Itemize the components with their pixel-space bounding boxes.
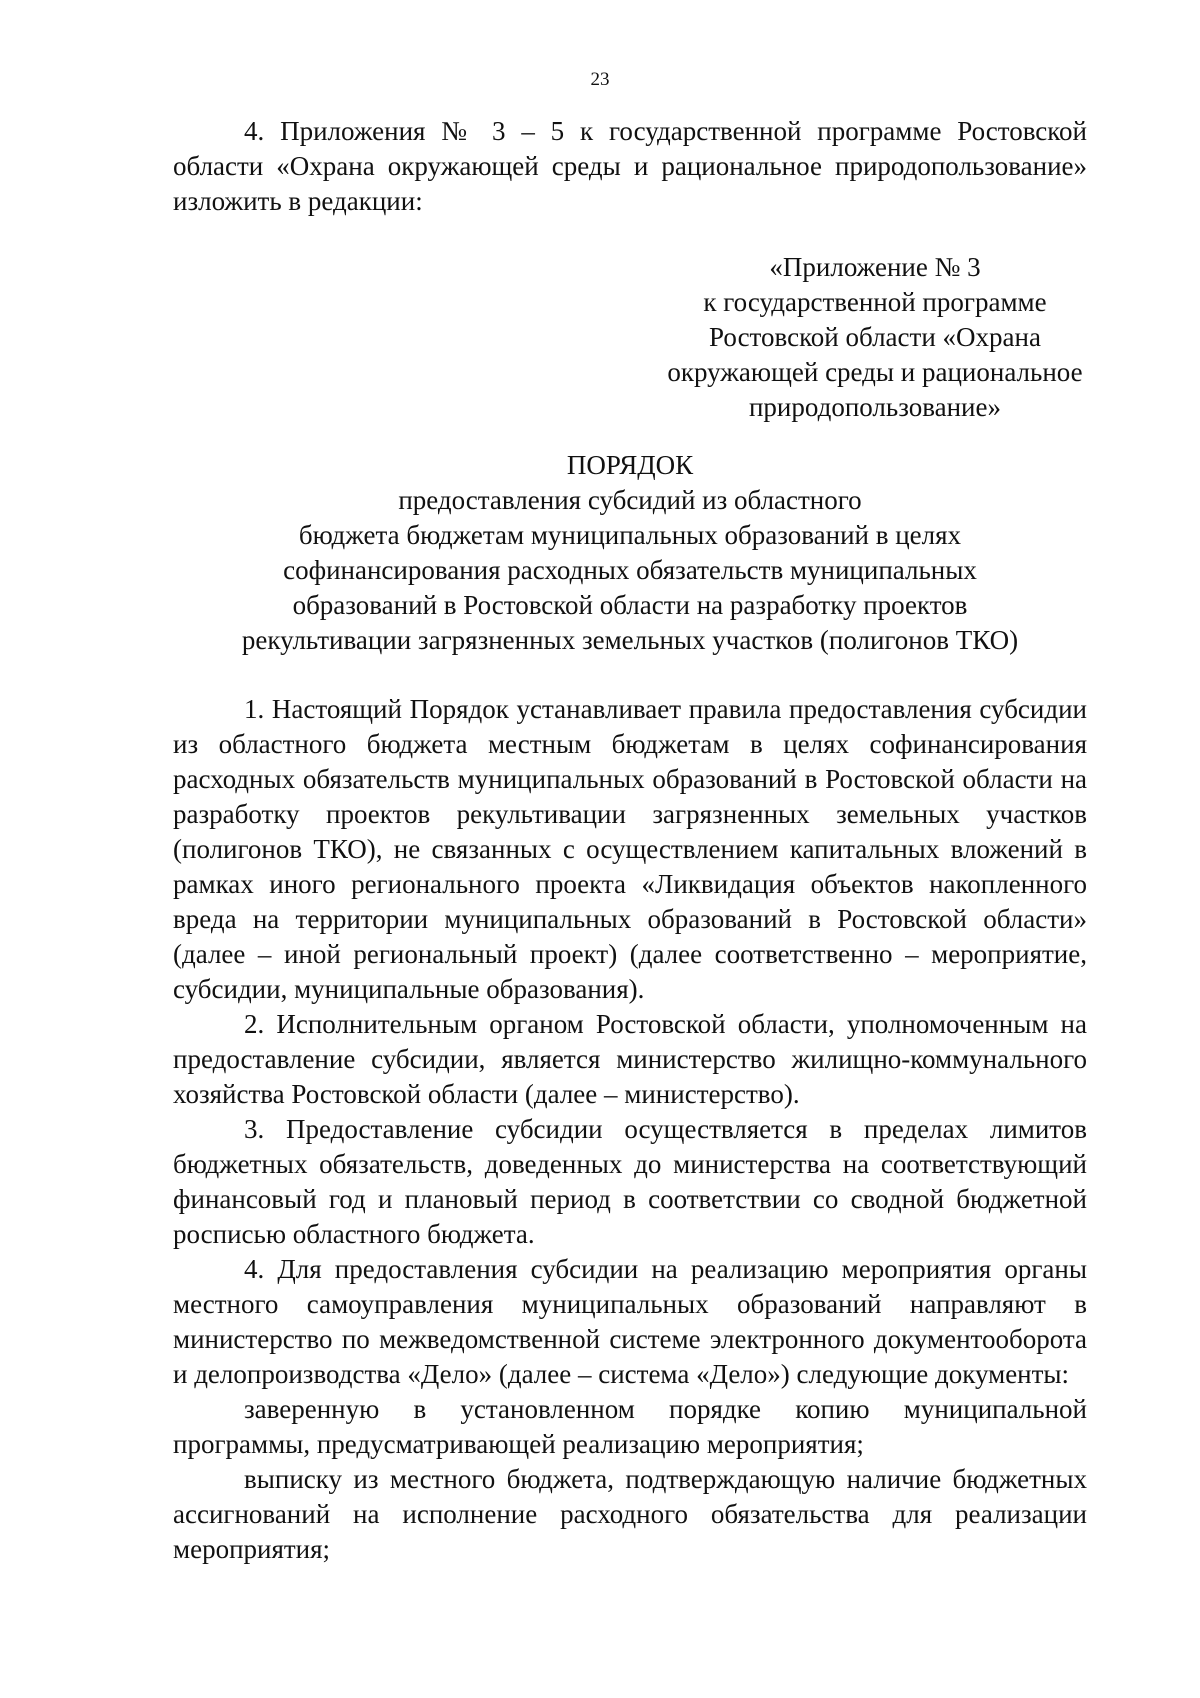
order-subtitle-line: рекультивации загрязненных земельных участков (полигонов ТКО) <box>241 625 1019 655</box>
appendix-header <box>173 250 1087 425</box>
order-clauses <box>173 692 1087 1567</box>
document-list-item: заверенную в установленном порядке копию муниципальной программы, предусматривающей реализацию мероприятия; <box>173 1394 1087 1459</box>
order-subtitle-line: образований в Ростовской области на разработку проектов <box>292 590 968 620</box>
order-subtitle-line: предоставления субсидий из областного <box>398 485 862 515</box>
clause-paragraph: 3. Предоставление субсидии осуществляется в пределах лимитов бюджетных обязательств, доведенных до министерства на соответствующий финансовый год и плановый период в соответствии со сводной бюджетной росписью областного бюджета. <box>173 1114 1087 1249</box>
appendix-header-line: к государственной программе <box>703 287 1047 317</box>
intro-paragraph: 4. Приложения № 3 – 5 к государственной программе Ростовской области «Охрана окружающей среды и рациональное природопользование» изложить в редакции: <box>173 116 1087 216</box>
document-body <box>173 114 1087 1567</box>
clause-paragraph: 4. Для предоставления субсидии на реализацию мероприятия органы местного самоуправления муниципальных образований направляют в министерство по межведомственной системе электронного документооборота и делопроизводства «Дело» (далее – система «Дело») следующие документы: <box>173 1254 1087 1389</box>
order-subtitle <box>173 483 1087 658</box>
appendix-header-line: Ростовской области «Охрана <box>709 322 1041 352</box>
order-title: ПОРЯДОК <box>566 450 694 480</box>
order-subtitle-line: софинансирования расходных обязательств муниципальных <box>283 555 977 585</box>
page-number: 23 <box>590 69 610 90</box>
clause-paragraph: 2. Исполнительным органом Ростовской области, уполномоченным на предоставление субсидии, является министерство жилищно-коммунального хозяйства Ростовской области (далее – министерство). <box>173 1009 1087 1109</box>
appendix-header-line: «Приложение № 3 <box>769 252 981 282</box>
appendix-header-line: окружающей среды и рациональное <box>667 357 1083 387</box>
clause-paragraph: 1. Настоящий Порядок устанавливает правила предоставления субсидии из областного бюджета местным бюджетам в целях софинансирования расходных обязательств муниципальных образований в Ростовской области на разработку проектов рекультивации загрязненных земельных участков (полигонов ТКО), не связанных с осуществлением капитальных вложений в рамках иного регионального проекта «Ликвидация объектов накопленного вреда на территории муниципальных образований в Ростовской области» (далее – иной региональный проект) (далее соответственно – мероприятие, субсидии, муниципальные образования). <box>173 694 1087 1004</box>
document-list-item: выписку из местного бюджета, подтверждающую наличие бюджетных ассигнований на исполнение расходного обязательства для реализации мероприятия; <box>173 1464 1087 1564</box>
appendix-header-line: природопользование» <box>748 392 1001 422</box>
order-subtitle-line: бюджета бюджетам муниципальных образований в целях <box>298 520 962 550</box>
